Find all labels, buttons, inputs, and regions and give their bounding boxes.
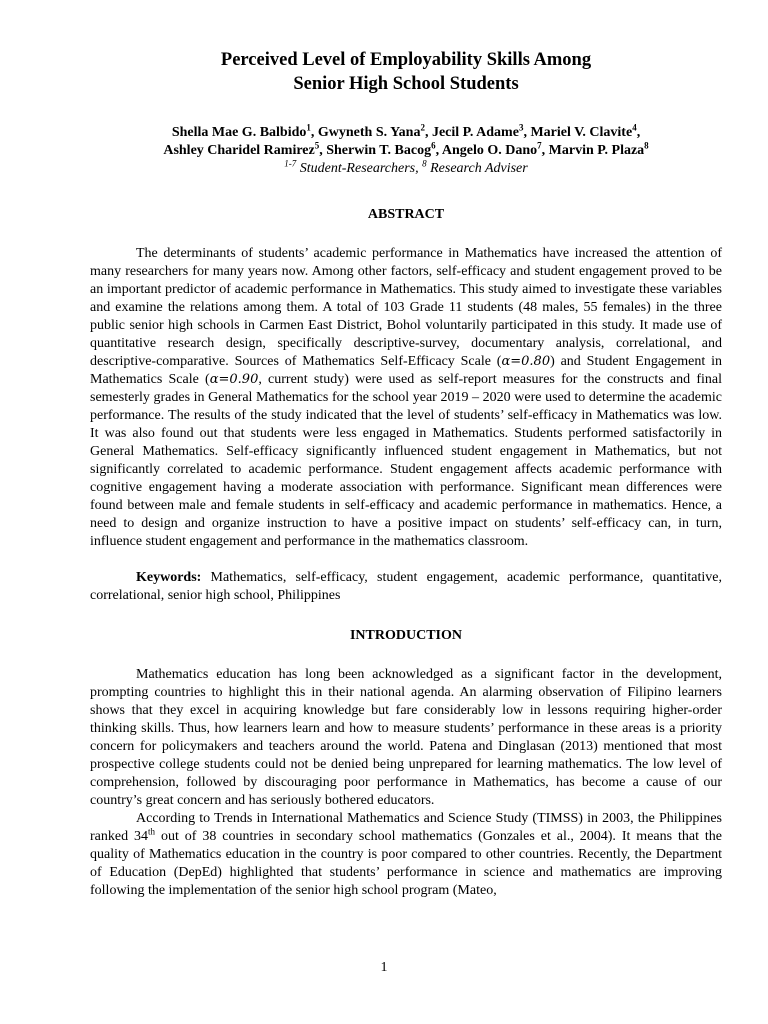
ordinal-superscript: th — [148, 826, 156, 837]
abstract-text: , current study) were used as self-report measures for the constructs and final semesterly grades in General Mathematics for the school year 2019 – 2020 were used to determine the academic performance. The results of the study indicated that the level of students’ self-efficacy in Mathematics was low. It was also found out that students were less engaged in Mathematics. Students performed satisfactorily in General Mathematics. Self-efficacy significantly influenced student engagement in Mathematics, but not significantly correlated to academic performance. Student engagement affects academic performance with cognitive engagement having a moderate association with performance. Significant mean differences were found between male and female students in self-efficacy and academic performance in mathematics. Hence, a need to design and organize instruction to have a positive impact on students’ self-efficacy can, in turn, influence student engagement and performance in the mathematics classroom. — [90, 372, 722, 549]
author-list — [90, 124, 722, 160]
author-superscript: 5 — [314, 140, 320, 151]
author-superscript: 3 — [518, 122, 524, 133]
author-name: Marvin P. Plaza — [548, 143, 645, 158]
affiliation-text: Research Adviser — [426, 161, 528, 176]
author-superscript: 1 — [306, 122, 311, 133]
document-page — [90, 44, 722, 900]
title-line-2: Senior High School Students — [293, 74, 519, 94]
author-superscript: 2 — [420, 122, 425, 133]
keywords-text: Mathematics, self-efficacy, student engagement, academic performance, quantitative, correlational, senior high school, Philippines — [90, 570, 722, 603]
introduction-paragraph — [90, 810, 722, 900]
author-separator: , — [636, 125, 641, 140]
paper-title — [90, 48, 722, 96]
keywords-paragraph — [90, 569, 722, 605]
title-line-1: Perceived Level of Employability Skills Among — [220, 50, 592, 70]
alpha-value: α=0.90 — [209, 372, 259, 387]
author-separator: , — [435, 143, 442, 158]
author-name: Sherwin T. Bacog — [326, 143, 432, 158]
affiliation-text: Student-Researchers, — [296, 161, 423, 176]
page-number: 1 — [380, 960, 388, 975]
author-name: Ashley Charidel Ramirez — [163, 143, 315, 158]
author-separator: , — [310, 125, 318, 140]
author-name: Mariel V. Clavite — [530, 125, 633, 140]
author-superscript: 6 — [431, 140, 436, 151]
introduction-text: According to Trends in International Mathematics and Science Study (TIMSS) in 2003, the Philippines ranked 34 — [90, 811, 722, 844]
introduction-text: out of 38 countries in secondary school mathematics (Gonzales et al., 2004). It means that the quality of Mathematics education in the country is poor compared to other countries. Recently, the Department of Education (DepEd) highlighted that students’ performance in science and mathematics are improving following the implementation of the senior high school program (Mateo, — [90, 829, 722, 898]
alpha-value: α=0.80 — [501, 354, 551, 369]
author-name: Gwyneth S. Yana — [317, 125, 421, 140]
abstract-text: The determinants of students’ academic performance in Mathematics have increased the attention of many researchers for many years now. Among other factors, self-efficacy and student engagement proved to be an important predictor of academic performance in Mathematics. This study aimed to investigate these variables and examine the relations among them. A total of 103 Grade 11 students (48 males, 55 females) in the three public senior high schools in Carmen East District, Bohol voluntarily participated in this study. It made use of quantitative research design, specifically descriptive-survey, documentary analysis, correlational, and descriptive-comparative. Sources of Mathematics Self-Efficacy Scale ( — [90, 246, 722, 369]
author-superscript: 7 — [537, 140, 542, 151]
author-superscript: 8 — [644, 140, 649, 151]
author-separator: , — [523, 125, 531, 140]
affiliation-line — [90, 160, 722, 178]
author-separator: , — [541, 143, 549, 158]
introduction-paragraph: Mathematics education has long been acknowledged as a significant factor in the development, prompting countries to highlight this in their national agenda. An alarming observation of Filipino learners shows that they excel in acquiring knowledge but fare considerably low in lessons requiring higher-order thinking skills. Thus, how learners learn and how to measure students’ performance in these areas is a priority concern for policymakers and teachers around the world. Patena and Dinglasan (2013) mentioned that most prospective college students could not be denied being unprepared for learning mathematics. The low level of comprehension, followed by discouraging poor performance in Mathematics, has become a cause of our country’s great concern and has seriously bothered educators. — [90, 667, 722, 808]
affiliation-superscript: 8 — [422, 158, 427, 169]
affiliation-superscript: 1-7 — [284, 158, 297, 169]
author-superscript: 4 — [632, 122, 637, 133]
author-name: Jecil P. Adame — [431, 125, 519, 140]
author-separator: , — [424, 125, 432, 140]
abstract-text: ) and Student Engagement in Mathematics Scale ( — [90, 354, 722, 387]
introduction-heading: INTRODUCTION — [349, 628, 462, 643]
author-separator: , — [319, 143, 327, 158]
author-name: Shella Mae G. Balbido — [171, 125, 307, 140]
abstract-heading: ABSTRACT — [367, 207, 445, 222]
abstract-paragraph — [90, 245, 722, 551]
keywords-label: Keywords: — [136, 570, 202, 585]
author-name: Angelo O. Dano — [441, 143, 538, 158]
